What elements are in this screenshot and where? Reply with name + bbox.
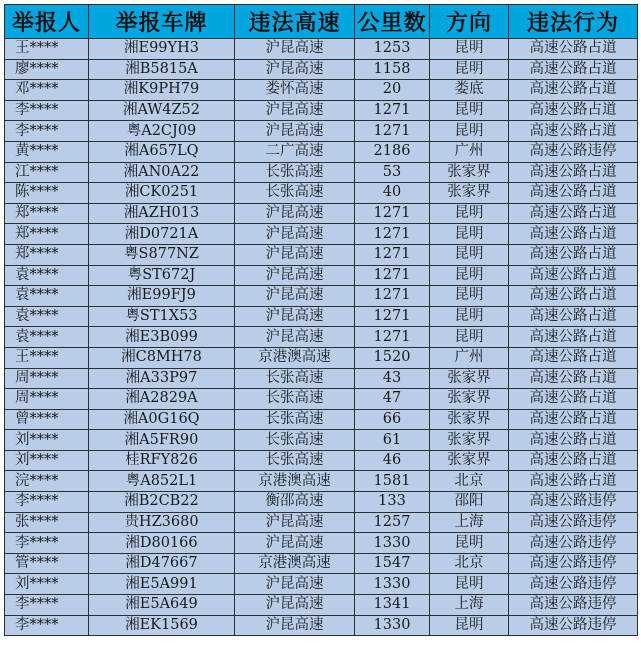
header-plate: 举报车牌	[89, 5, 235, 39]
highway-cell: 沪昆高速	[235, 100, 355, 121]
reporter-cell: 郑****	[5, 224, 89, 245]
table-body	[5, 39, 638, 636]
violation-cell: 高速公路违停	[509, 141, 638, 162]
direction-cell: 张家界	[430, 183, 509, 204]
highway-cell: 沪昆高速	[235, 224, 355, 245]
reporter-cell: 江****	[5, 162, 89, 183]
highway-cell: 沪昆高速	[235, 265, 355, 286]
plate-cell: 湘E5A991	[89, 574, 235, 595]
highway-cell: 娄怀高速	[235, 80, 355, 101]
plate-cell: 湘B5815A	[89, 59, 235, 80]
table-row	[5, 512, 638, 533]
direction-cell: 昆明	[430, 574, 509, 595]
table-row	[5, 244, 638, 265]
highway-cell: 沪昆高速	[235, 286, 355, 307]
kilometer-cell: 1547	[355, 553, 430, 574]
table-row	[5, 553, 638, 574]
reporter-cell: 袁****	[5, 306, 89, 327]
table-row	[5, 389, 638, 410]
direction-cell: 昆明	[430, 244, 509, 265]
header-row	[5, 5, 638, 39]
reporter-cell: 浣****	[5, 471, 89, 492]
kilometer-cell: 61	[355, 430, 430, 451]
kilometer-cell: 1330	[355, 533, 430, 554]
violation-cell: 高速公路占道	[509, 162, 638, 183]
table-row	[5, 121, 638, 142]
direction-cell: 昆明	[430, 203, 509, 224]
highway-cell: 京港澳高速	[235, 553, 355, 574]
highway-cell: 长张高速	[235, 409, 355, 430]
direction-cell: 北京	[430, 553, 509, 574]
violation-cell: 高速公路占道	[509, 265, 638, 286]
direction-cell: 张家界	[430, 389, 509, 410]
kilometer-cell: 2186	[355, 141, 430, 162]
violation-cell: 高速公路占道	[509, 389, 638, 410]
reporter-cell: 廖****	[5, 59, 89, 80]
table-row	[5, 327, 638, 348]
header-kilometer: 公里数	[355, 5, 430, 39]
kilometer-cell: 47	[355, 389, 430, 410]
reporter-cell: 刘****	[5, 450, 89, 471]
violation-cell: 高速公路违停	[509, 595, 638, 616]
kilometer-cell: 66	[355, 409, 430, 430]
reporter-cell: 袁****	[5, 327, 89, 348]
highway-cell: 沪昆高速	[235, 327, 355, 348]
kilometer-cell: 1271	[355, 286, 430, 307]
plate-cell: 粤ST1X53	[89, 306, 235, 327]
reporter-cell: 郑****	[5, 203, 89, 224]
highway-cell: 京港澳高速	[235, 471, 355, 492]
highway-cell: 沪昆高速	[235, 121, 355, 142]
report-table	[4, 4, 638, 636]
reporter-cell: 李****	[5, 533, 89, 554]
violation-cell: 高速公路占道	[509, 286, 638, 307]
direction-cell: 娄底	[430, 80, 509, 101]
kilometer-cell: 43	[355, 368, 430, 389]
kilometer-cell: 1271	[355, 327, 430, 348]
direction-cell: 昆明	[430, 121, 509, 142]
highway-cell: 长张高速	[235, 368, 355, 389]
kilometer-cell: 1253	[355, 39, 430, 60]
report-table-container	[4, 4, 637, 636]
kilometer-cell: 1330	[355, 615, 430, 636]
kilometer-cell: 40	[355, 183, 430, 204]
reporter-cell: 袁****	[5, 265, 89, 286]
highway-cell: 沪昆高速	[235, 203, 355, 224]
table-row	[5, 574, 638, 595]
violation-cell: 高速公路违停	[509, 553, 638, 574]
header-direction: 方向	[430, 5, 509, 39]
violation-cell: 高速公路占道	[509, 368, 638, 389]
table-row	[5, 430, 638, 451]
direction-cell: 上海	[430, 512, 509, 533]
highway-cell: 沪昆高速	[235, 59, 355, 80]
kilometer-cell: 133	[355, 492, 430, 513]
kilometer-cell: 1271	[355, 100, 430, 121]
kilometer-cell: 1520	[355, 347, 430, 368]
violation-cell: 高速公路占道	[509, 450, 638, 471]
reporter-cell: 邓****	[5, 80, 89, 101]
violation-cell: 高速公路占道	[509, 183, 638, 204]
table-row	[5, 203, 638, 224]
plate-cell: 湘E99YH3	[89, 39, 235, 60]
highway-cell: 长张高速	[235, 183, 355, 204]
table-row	[5, 368, 638, 389]
reporter-cell: 王****	[5, 39, 89, 60]
reporter-cell: 刘****	[5, 430, 89, 451]
kilometer-cell: 1271	[355, 203, 430, 224]
violation-cell: 高速公路占道	[509, 347, 638, 368]
plate-cell: 湘A33P97	[89, 368, 235, 389]
reporter-cell: 张****	[5, 512, 89, 533]
plate-cell: 贵HZ3680	[89, 512, 235, 533]
plate-cell: 湘D0721A	[89, 224, 235, 245]
violation-cell: 高速公路占道	[509, 100, 638, 121]
violation-cell: 高速公路占道	[509, 121, 638, 142]
table-row	[5, 286, 638, 307]
plate-cell: 湘AW4Z52	[89, 100, 235, 121]
highway-cell: 沪昆高速	[235, 533, 355, 554]
highway-cell: 衡邵高速	[235, 492, 355, 513]
violation-cell: 高速公路违停	[509, 615, 638, 636]
plate-cell: 湘D47667	[89, 553, 235, 574]
violation-cell: 高速公路违停	[509, 574, 638, 595]
kilometer-cell: 1271	[355, 121, 430, 142]
table-row	[5, 306, 638, 327]
kilometer-cell: 1271	[355, 306, 430, 327]
highway-cell: 沪昆高速	[235, 574, 355, 595]
plate-cell: 湘C8MH78	[89, 347, 235, 368]
plate-cell: 湘K9PH79	[89, 80, 235, 101]
reporter-cell: 李****	[5, 492, 89, 513]
header-violation: 违法行为	[509, 5, 638, 39]
reporter-cell: 李****	[5, 595, 89, 616]
reporter-cell: 李****	[5, 121, 89, 142]
highway-cell: 京港澳高速	[235, 347, 355, 368]
reporter-cell: 李****	[5, 100, 89, 121]
table-row	[5, 224, 638, 245]
plate-cell: 湘A5FR90	[89, 430, 235, 451]
plate-cell: 湘E99FJ9	[89, 286, 235, 307]
kilometer-cell: 1330	[355, 574, 430, 595]
plate-cell: 湘D80166	[89, 533, 235, 554]
table-row	[5, 100, 638, 121]
direction-cell: 昆明	[430, 286, 509, 307]
direction-cell: 昆明	[430, 533, 509, 554]
plate-cell: 湘E5A649	[89, 595, 235, 616]
plate-cell: 湘AZH013	[89, 203, 235, 224]
direction-cell: 昆明	[430, 39, 509, 60]
table-row	[5, 409, 638, 430]
table-row	[5, 162, 638, 183]
table-row	[5, 347, 638, 368]
plate-cell: 湘A2829A	[89, 389, 235, 410]
reporter-cell: 郑****	[5, 244, 89, 265]
table-row	[5, 615, 638, 636]
plate-cell: 湘AN0A22	[89, 162, 235, 183]
highway-cell: 沪昆高速	[235, 615, 355, 636]
reporter-cell: 刘****	[5, 574, 89, 595]
direction-cell: 张家界	[430, 430, 509, 451]
highway-cell: 沪昆高速	[235, 244, 355, 265]
direction-cell: 上海	[430, 595, 509, 616]
direction-cell: 昆明	[430, 306, 509, 327]
violation-cell: 高速公路占道	[509, 59, 638, 80]
highway-cell: 沪昆高速	[235, 39, 355, 60]
header-highway: 违法高速	[235, 5, 355, 39]
direction-cell: 昆明	[430, 59, 509, 80]
direction-cell: 张家界	[430, 368, 509, 389]
direction-cell: 昆明	[430, 615, 509, 636]
plate-cell: 粤A2CJ09	[89, 121, 235, 142]
plate-cell: 湘E3B099	[89, 327, 235, 348]
highway-cell: 长张高速	[235, 389, 355, 410]
direction-cell: 张家界	[430, 409, 509, 430]
kilometer-cell: 1341	[355, 595, 430, 616]
violation-cell: 高速公路占道	[509, 306, 638, 327]
kilometer-cell: 1581	[355, 471, 430, 492]
plate-cell: 湘A0G16Q	[89, 409, 235, 430]
kilometer-cell: 1271	[355, 224, 430, 245]
plate-cell: 粤A852L1	[89, 471, 235, 492]
table-row	[5, 141, 638, 162]
direction-cell: 昆明	[430, 265, 509, 286]
reporter-cell: 李****	[5, 615, 89, 636]
violation-cell: 高速公路占道	[509, 203, 638, 224]
reporter-cell: 王****	[5, 347, 89, 368]
violation-cell: 高速公路违停	[509, 512, 638, 533]
reporter-cell: 管****	[5, 553, 89, 574]
plate-cell: 粤ST672J	[89, 265, 235, 286]
plate-cell: 桂RFY826	[89, 450, 235, 471]
reporter-cell: 曾****	[5, 409, 89, 430]
kilometer-cell: 53	[355, 162, 430, 183]
table-row	[5, 533, 638, 554]
violation-cell: 高速公路占道	[509, 430, 638, 451]
violation-cell: 高速公路占道	[509, 224, 638, 245]
kilometer-cell: 20	[355, 80, 430, 101]
table-row	[5, 492, 638, 513]
direction-cell: 昆明	[430, 327, 509, 348]
highway-cell: 长张高速	[235, 430, 355, 451]
plate-cell: 湘EK1569	[89, 615, 235, 636]
highway-cell: 长张高速	[235, 162, 355, 183]
highway-cell: 沪昆高速	[235, 512, 355, 533]
violation-cell: 高速公路违停	[509, 492, 638, 513]
highway-cell: 沪昆高速	[235, 595, 355, 616]
direction-cell: 张家界	[430, 162, 509, 183]
highway-cell: 沪昆高速	[235, 306, 355, 327]
violation-cell: 高速公路占道	[509, 327, 638, 348]
violation-cell: 高速公路占道	[509, 244, 638, 265]
direction-cell: 广州	[430, 141, 509, 162]
table-row	[5, 80, 638, 101]
direction-cell: 张家界	[430, 450, 509, 471]
direction-cell: 昆明	[430, 100, 509, 121]
plate-cell: 湘B2CB22	[89, 492, 235, 513]
plate-cell: 湘CK0251	[89, 183, 235, 204]
direction-cell: 北京	[430, 471, 509, 492]
reporter-cell: 黄****	[5, 141, 89, 162]
highway-cell: 二广高速	[235, 141, 355, 162]
table-row	[5, 59, 638, 80]
violation-cell: 高速公路占道	[509, 80, 638, 101]
reporter-cell: 周****	[5, 368, 89, 389]
kilometer-cell: 1257	[355, 512, 430, 533]
table-row	[5, 471, 638, 492]
table-row	[5, 183, 638, 204]
direction-cell: 广州	[430, 347, 509, 368]
table-row	[5, 265, 638, 286]
violation-cell: 高速公路占道	[509, 409, 638, 430]
violation-cell: 高速公路违停	[509, 533, 638, 554]
reporter-cell: 袁****	[5, 286, 89, 307]
header-reporter: 举报人	[5, 5, 89, 39]
highway-cell: 长张高速	[235, 450, 355, 471]
kilometer-cell: 1158	[355, 59, 430, 80]
table-row	[5, 450, 638, 471]
direction-cell: 邵阳	[430, 492, 509, 513]
violation-cell: 高速公路占道	[509, 471, 638, 492]
kilometer-cell: 1271	[355, 244, 430, 265]
table-row	[5, 595, 638, 616]
kilometer-cell: 46	[355, 450, 430, 471]
plate-cell: 湘A657LQ	[89, 141, 235, 162]
reporter-cell: 周****	[5, 389, 89, 410]
table-header	[5, 5, 638, 39]
reporter-cell: 陈****	[5, 183, 89, 204]
kilometer-cell: 1271	[355, 265, 430, 286]
violation-cell: 高速公路占道	[509, 39, 638, 60]
table-row	[5, 39, 638, 60]
direction-cell: 昆明	[430, 224, 509, 245]
plate-cell: 粤S877NZ	[89, 244, 235, 265]
